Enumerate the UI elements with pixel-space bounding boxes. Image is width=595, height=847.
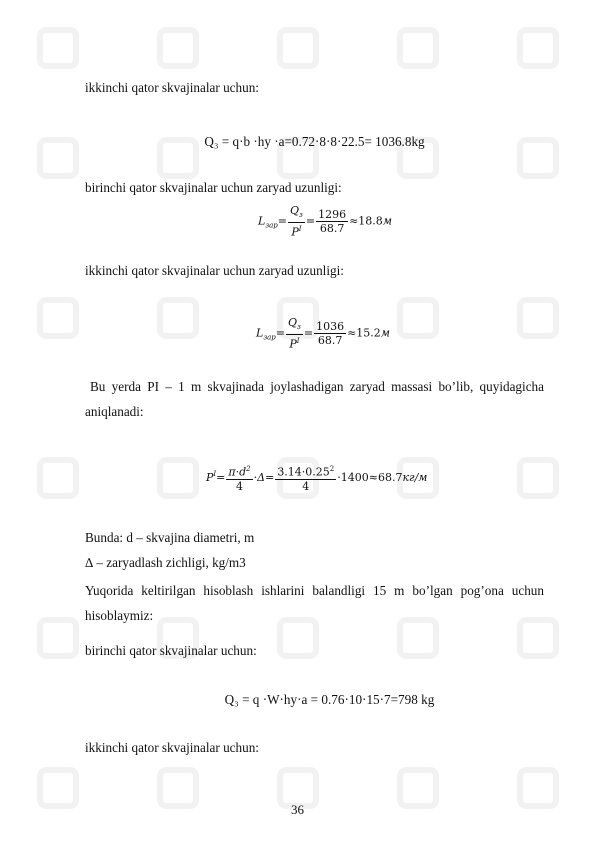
page-number: 36 xyxy=(291,802,304,817)
fraction-denominator: P xyxy=(289,337,297,351)
equation-charge-mass-row1: Q₃ = q ·W·hу·a = 0.76·10·15·7=798 kg xyxy=(224,692,435,707)
text-line: ∆ – zaryadlash zichligi, kg/m3 xyxy=(85,555,246,570)
fraction-denominator: P xyxy=(291,225,299,239)
formula-result: ≈18.8 xyxy=(349,214,383,228)
fraction-numerator: Q xyxy=(290,204,300,217)
formula-lhs: L xyxy=(258,214,266,228)
formula-linear-charge-mass: $P^I=$ $\frac{\pi\cdot d^2}{4}$ ·Δ= $\frac{3.14\cdot 0.25^2}{4}$ ·1400≈68.7кг/м xyxy=(206,465,428,493)
formula-charge-length-row1: $L_{зар}=$ $\frac{Q_з}{P^I}$ = $\frac{1296}{68.7}$ ≈18.8м xyxy=(258,204,392,239)
denominator-sup: I xyxy=(296,337,300,346)
paragraph-charge-mass: Bu yerda PI – 1 m skvajinada joylashadigan zaryad massasi bo’lib, quyidagicha aniqlanadi: xyxy=(85,379,544,419)
numerator-sup: 2 xyxy=(246,465,251,473)
fraction-values xyxy=(316,208,348,235)
formula-unit: м xyxy=(382,214,392,228)
formula-result: ·1400≈68.7 xyxy=(337,470,403,484)
fraction-values xyxy=(275,463,336,493)
formula-lhs-sub: зар xyxy=(263,333,276,342)
fraction-numerator: π·d xyxy=(228,465,247,479)
formula-lhs-sup: I xyxy=(213,470,217,479)
numerator-value-sup: 2 xyxy=(329,465,335,473)
text-line: ikkinchi qator skvajinalar uchun: xyxy=(85,740,259,755)
fraction xyxy=(226,463,252,493)
equation-charge-mass-row2: Q₃ = q·b ·hу ·a=0.72·8·8·22.5= 1036.8kg xyxy=(204,134,425,149)
fraction-numerator-value: 3.14·0.25 xyxy=(277,465,330,479)
fraction xyxy=(286,316,303,351)
fraction-denominator-value: 68.7 xyxy=(319,221,345,235)
formula-unit: м xyxy=(380,326,390,340)
formula-lhs-sub: зар xyxy=(265,221,278,230)
text-line: birinchi qator skvajinalar uchun: xyxy=(85,643,257,658)
formula-lhs: P xyxy=(206,470,214,484)
formula-result: ≈15.2 xyxy=(347,326,381,340)
fraction-numerator: Q xyxy=(288,316,298,329)
fraction-denominator: 4 xyxy=(236,479,244,493)
fraction-denominator-value: 4 xyxy=(302,479,310,493)
paragraph-step-calculation: Yuqorida keltirilgan hisoblash ishlarini balandligi 15 m bo’lgan pog’ona uchun hisoblaymiz: xyxy=(85,583,544,623)
fraction-values xyxy=(314,320,346,347)
fraction-denominator-value: 68.7 xyxy=(317,333,343,347)
formula-mid: ·Δ= xyxy=(253,470,275,484)
fraction-numerator-value: 1296 xyxy=(318,207,347,221)
denominator-sup: I xyxy=(298,225,302,234)
formula-unit: кг/м xyxy=(402,470,428,484)
text-line: ikkinchi qator skvajinalar uchun zaryad uzunligi: xyxy=(85,263,344,278)
formula-lhs: L xyxy=(256,326,264,340)
text-line: ikkinchi qator skvajinalar uchun: xyxy=(85,80,259,95)
fraction-numerator-value: 1036 xyxy=(316,319,345,333)
text-line: Bunda: d – skvajina diametri, m xyxy=(85,530,255,545)
fraction xyxy=(288,204,305,239)
formula-charge-length-row2: $L_{зар}=$ $\frac{Q_з}{P^I}$ = $\frac{1036}{68.7}$ ≈15.2м xyxy=(256,316,390,351)
numerator-sub: з xyxy=(297,323,301,332)
numerator-sub: з xyxy=(299,211,303,220)
text-line: birinchi qator skvajinalar uchun zaryad uzunligi: xyxy=(85,180,342,195)
